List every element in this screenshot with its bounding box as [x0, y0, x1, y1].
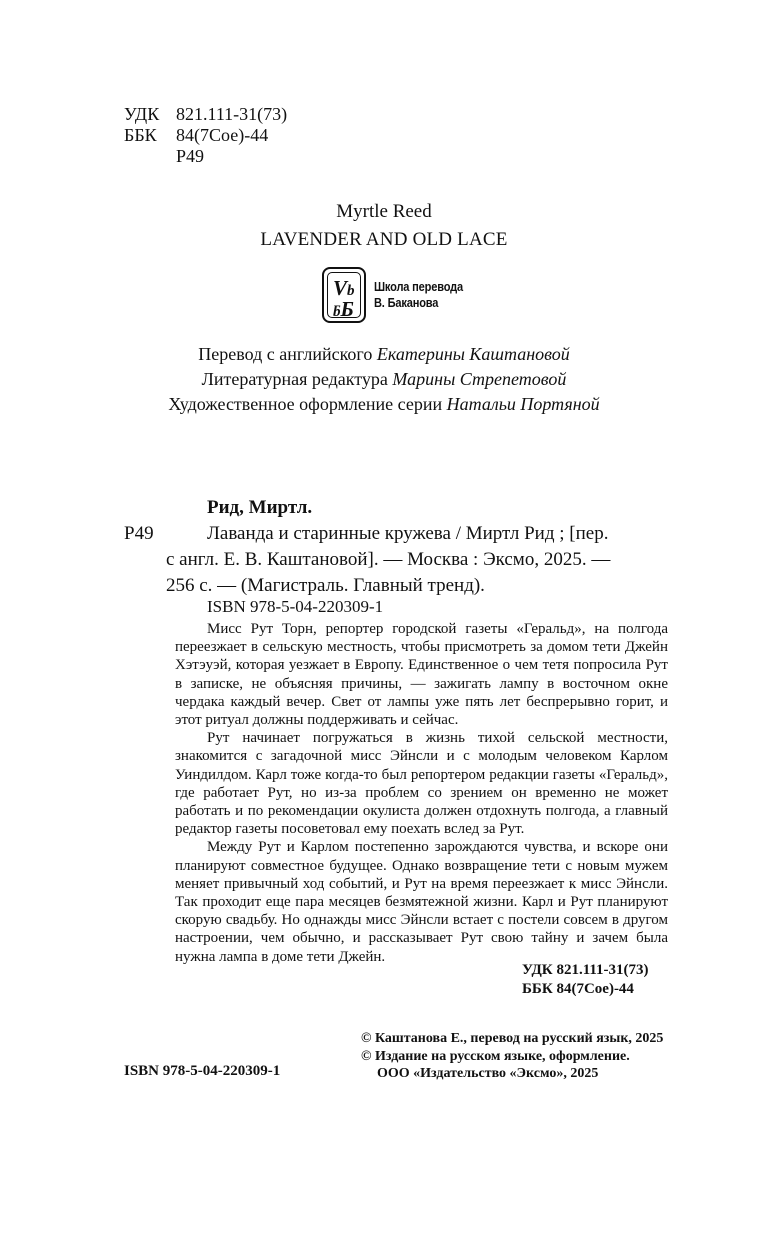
bbk-value: 84(7Сое)-44 [176, 125, 269, 145]
bib-line-3: 256 с. — (Магистраль. Главный тренд). [166, 575, 485, 596]
copyright-translation: © Каштанова Е., перевод на русский язык, 2025 [361, 1031, 664, 1046]
designer-name: Натальи Портяной [446, 394, 600, 414]
classification-codes [124, 104, 287, 167]
bib-line-1: Лаванда и старинные кружева / Миртл Рид ; [пер. [207, 523, 609, 544]
annotation-paragraph: Мисс Рут Торн, репортер городской газеты «Геральд», на полгода переезжает в сельскую местность, чтобы присмотреть за домом тети Джейн Хэтэуэй, которая уезжает в Европу. Единственное о чем тетя попросила Рут в записке, не объясняя причины, — зажигать лампу в восточном окне чердака каждый вечер. Свет от лампы уже пять лет беспрерывно горит, и этот ритуал должны поддерживать и сейчас. [175, 621, 668, 729]
udk-label: УДК [124, 104, 160, 124]
logo-text [374, 279, 463, 311]
translator-name: Екатерины Каштановой [376, 344, 570, 364]
credit-editor: Литературная редактура Марины Стрепетовой [201, 369, 567, 389]
copyright-block [361, 1030, 663, 1083]
author-sign: Р49 [176, 146, 205, 166]
author-sign-row [124, 146, 287, 167]
isbn-footer: ISBN 978-5-04-220309-1 [124, 1063, 281, 1079]
credits [0, 342, 768, 417]
bbk-label: ББК [124, 125, 157, 145]
bbk-footer: ББК 84(7Сое)-44 [522, 981, 634, 997]
classification-footer [522, 961, 649, 999]
bib-line-2: с англ. Е. В. Каштановой]. — Москва : Эксмо, 2025. — [166, 549, 611, 570]
logo-emblem-icon: Vb ƃБ [322, 267, 366, 323]
bibliographic-isbn: ISBN 978-5-04-220309-1 [207, 597, 384, 616]
bibliographic-sign: Р49 [124, 523, 154, 544]
annotation [175, 620, 668, 966]
copyright-edition: © Издание на русском языке, оформление. [361, 1048, 630, 1064]
credit-designer: Художественное оформление серии Натальи Портяной [168, 394, 600, 414]
bibliographic-record [166, 521, 667, 599]
logo-line-1: Школа перевода [374, 279, 463, 294]
original-author: Myrtle Reed [336, 201, 432, 222]
credit-translator: Перевод с английского Екатерины Каштановой [198, 344, 570, 364]
annotation-paragraph: Рут начинает погружаться в жизнь тихой сельской местности, знакомится с загадочной мисс Эйнсли и с молодым человеком Карлом Уиндилдом. Карл тоже когда-то был репортером редакции газеты «Геральд», где работает Рут, но из-за проблем со зрением он временно не может работать и по рекомендации окулиста должен отдохнуть полгода, а главный редактор газеты посоветовал ему поехать вслед за Рут. [175, 730, 668, 838]
udk-value: 821.111-31(73) [176, 104, 288, 124]
logo-line-2: В. Баканова [374, 295, 439, 310]
original-title: LAVENDER AND OLD LACE [260, 229, 508, 250]
copyright-publisher: ООО «Издательство «Эксмо», 2025 [377, 1066, 599, 1081]
editor-name: Марины Стрепетовой [392, 369, 567, 389]
bibliographic-heading: Рид, Миртл. [207, 497, 313, 518]
udk-row [124, 104, 287, 125]
udk-footer: УДК 821.111-31(73) [522, 962, 649, 978]
annotation-paragraph: Между Рут и Карлом постепенно зарождаются чувства, и вскоре они планируют совместное будущее. Однако возвращение тети с новым мужем меняет привычный ход событий, и Рут на время переезжает к мисс Эйнсли. Так проходит еще пара месяцев безмятежной жизни. Карл и Рут планируют скорую свадьбу. Но однажды мисс Эйнсли встает с постели совсем в другом настроении, чем обычно, и рассказывает Рут свою тайну и зачем была нужна лампа в доме тети Джейн. [175, 839, 668, 965]
publisher-logo [322, 267, 479, 323]
bbk-row [124, 125, 287, 146]
